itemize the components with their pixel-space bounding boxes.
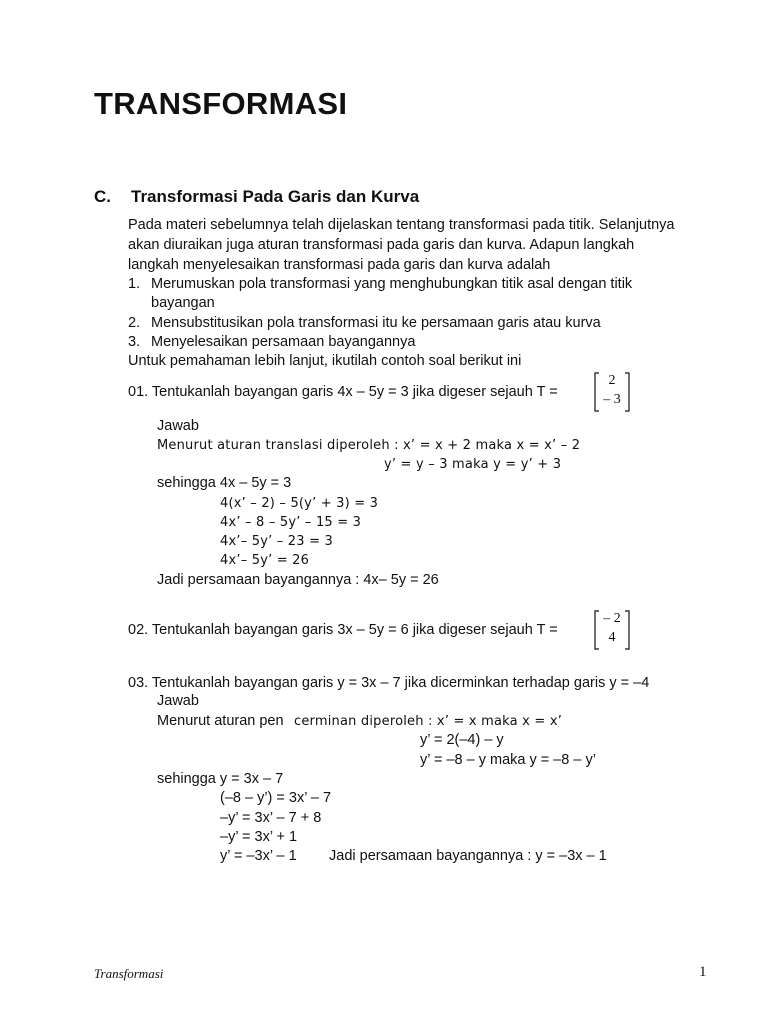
example-3-answer: Jadi persamaan bayangannya : y = –3x – 1 <box>329 848 607 864</box>
example-3-step-4: y’ = –3x’ – 1 <box>220 848 297 864</box>
matrix-bottom-value: – 3 <box>603 392 621 407</box>
intro-closing: Untuk pemahaman lebih lanjut, ikutilah contoh soal berikut ini <box>128 353 522 369</box>
example-3-sehingga: sehingga y = 3x – 7 <box>157 771 284 787</box>
example-3-rule-line-1-start: Menurut aturan pen <box>157 713 284 729</box>
step-1-continuation: bayangan <box>151 295 215 311</box>
example-1-rule-line-1: Menurut aturan translasi diperoleh : x’ = x + 2 maka x = x’ – 2 <box>157 438 581 453</box>
example-1-step-3: 4x’– 5y’ – 23 = 3 <box>220 534 333 549</box>
example-1-translation-matrix <box>593 372 631 412</box>
matrix-bottom-value: 4 <box>608 630 616 645</box>
example-1-question: 01. Tentukanlah bayangan garis 4x – 5y = 3 jika digeser sejauh T = <box>128 384 558 400</box>
step-1-text: Merumuskan pola transformasi yang menghubungkan titik asal dengan titik <box>151 276 633 292</box>
example-3-step-1: (–8 – y’) = 3x’ – 7 <box>220 790 332 806</box>
example-3-jawab: Jawab <box>157 693 199 709</box>
example-1-answer: Jadi persamaan bayangannya : 4x– 5y = 26 <box>157 572 439 588</box>
example-1-step-1: 4(x’ – 2) – 5(y’ + 3) = 3 <box>220 496 379 511</box>
example-3-step-3: –y’ = 3x’ + 1 <box>220 829 298 845</box>
page-title: TRANSFORMASI <box>94 86 348 121</box>
section-letter: C. <box>94 187 111 206</box>
intro-line-2: akan diuraikan juga aturan transformasi pada garis dan kurva. Adapun langkah <box>128 237 635 253</box>
step-3-number: 3. <box>128 334 141 350</box>
example-3-step-2: –y’ = 3x’ – 7 + 8 <box>220 810 322 826</box>
example-1-sehingga: sehingga 4x – 5y = 3 <box>157 475 292 491</box>
example-3-question: 03. Tentukanlah bayangan garis y = 3x – 7 jika dicerminkan terhadap garis y = –4 <box>128 675 650 691</box>
page-number: 1 <box>699 964 707 980</box>
example-3-rule-line-3: y’ = –8 – y maka y = –8 – y’ <box>420 752 596 768</box>
step-2-text: Mensubstitusikan pola transformasi itu ke persamaan garis atau kurva <box>151 315 601 331</box>
example-1-step-4: 4x’– 5y’ = 26 <box>220 553 310 568</box>
example-2-question: 02. Tentukanlah bayangan garis 3x – 5y = 6 jika digeser sejauh T = <box>128 622 558 638</box>
example-3-rule-line-1-end: cerminan diperoleh : x’ = x maka x = x’ <box>294 714 563 729</box>
section-title: Transformasi Pada Garis dan Kurva <box>131 187 420 206</box>
step-1-number: 1. <box>128 276 141 292</box>
intro-line-3: langkah menyelesaikan transformasi pada garis dan kurva adalah <box>128 257 551 273</box>
intro-line-1: Pada materi sebelumnya telah dijelaskan tentang transformasi pada titik. Selanjutnya <box>128 217 675 233</box>
example-1-step-2: 4x’ – 8 – 5y’ – 15 = 3 <box>220 515 362 530</box>
matrix-top-value: – 2 <box>603 611 621 626</box>
example-1-jawab: Jawab <box>157 418 199 434</box>
example-3-rule-line-2: y’ = 2(–4) – y <box>420 732 504 748</box>
example-2-translation-matrix <box>593 610 631 650</box>
matrix-top-value: 2 <box>608 373 616 388</box>
example-1-rule-line-2: y’ = y – 3 maka y = y’ + 3 <box>384 457 562 472</box>
footer-title: Transformasi <box>94 966 164 981</box>
step-3-text: Menyelesaikan persamaan bayangannya <box>151 334 416 350</box>
step-2-number: 2. <box>128 315 141 331</box>
